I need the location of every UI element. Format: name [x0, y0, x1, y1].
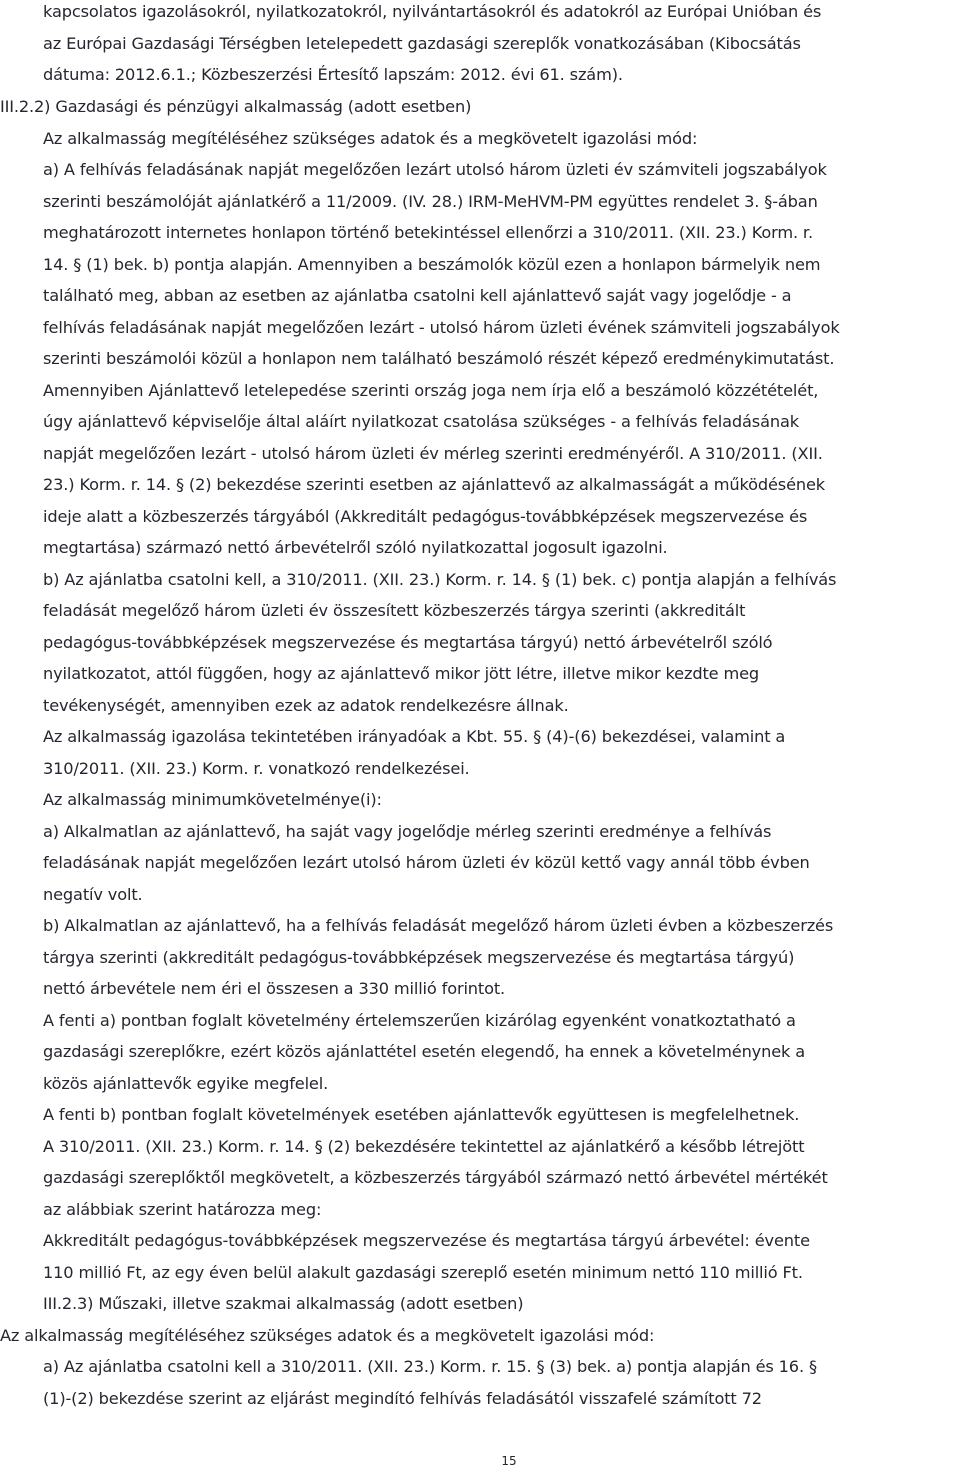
section-heading: III.2.2) Gazdasági és pénzügyi alkalmasság (adott esetben): [0, 97, 472, 116]
text-line: megtartása) származó nettó árbevételről szóló nyilatkozattal jogosult igazolni.: [43, 538, 668, 557]
text-line: meghatározott internetes honlapon történő betekintéssel ellenőrzi a 310/2011. (XII. 23.) Korm. r.: [43, 223, 813, 242]
text-line: szerinti beszámolóját ajánlatkérő a 11/2009. (IV. 28.) IRM-MeHVM-PM együttes rendelet 3. §-ában: [43, 192, 818, 211]
text-line: a) A felhívás feladásának napját megelőzően lezárt utolsó három üzleti év számviteli jogszabályok: [43, 160, 827, 179]
text-line: napját megelőzően lezárt - utolsó három üzleti év mérleg szerinti eredményéről. A 310/2011. (XII.: [43, 444, 823, 463]
text-line: nyilatkozatot, attól függően, hogy az ajánlattevő mikor jött létre, illetve mikor kezdte meg: [43, 664, 760, 683]
text-line: A fenti b) pontban foglalt követelmények esetében ajánlattevők együttesen is megfelelhetnek.: [43, 1105, 800, 1124]
text-line: található meg, abban az esetben az ajánlatba csatolni kell ajánlattevő saját vagy jogelődje - a: [43, 286, 792, 305]
text-line: A fenti a) pontban foglalt követelmény értelemszerűen kizárólag egyenként vonatkoztatható a: [43, 1011, 796, 1030]
text-line: feladását megelőző három üzleti év összesített közbeszerzés tárgya szerinti (akkreditált: [43, 601, 746, 620]
text-line: Az alkalmasság minimumkövetelménye(i):: [43, 790, 382, 809]
text-line: feladásának napját megelőzően lezárt utolsó három üzleti év közül kettő vagy annál több évben: [43, 853, 810, 872]
text-line: gazdasági szereplőkre, ezért közös ajánlattétel esetén elegendő, ha ennek a követelménynek a: [43, 1042, 806, 1061]
text-line: III.2.3) Műszaki, illetve szakmai alkalmasság (adott esetben): [43, 1294, 524, 1313]
text-line: 23.) Korm. r. 14. § (2) bekezdése szerinti esetben az ajánlattevő az alkalmasságát a működésének: [43, 475, 826, 494]
text-line: b) Az ajánlatba csatolni kell, a 310/2011. (XII. 23.) Korm. r. 14. § (1) bek. c) pontja alapján a felhívás: [43, 570, 837, 589]
text-line: 310/2011. (XII. 23.) Korm. r. vonatkozó rendelkezései.: [43, 759, 470, 778]
page-number: 15: [501, 1454, 517, 1468]
text-line: közös ajánlattevők egyike megfelel.: [43, 1074, 329, 1093]
text-line: úgy ajánlattevő képviselője által aláírt nyilatkozat csatolása szükséges - a felhívás feladásának: [43, 412, 799, 431]
text-line: nettó árbevétele nem éri el összesen a 330 millió forintot.: [43, 979, 506, 998]
text-line: ideje alatt a közbeszerzés tárgyából (Akkreditált pedagógus-továbbképzések megszervezése és: [43, 507, 808, 526]
text-line: 110 millió Ft, az egy éven belül alakult gazdasági szereplő esetén minimum nettó 110 millió Ft.: [43, 1263, 803, 1282]
text-line: Az alkalmasság megítéléséhez szükséges adatok és a megkövetelt igazolási mód:: [43, 129, 698, 148]
text-line: negatív volt.: [43, 885, 143, 904]
text-line: tárgya szerinti (akkreditált pedagógus-továbbképzések megszervezése és megtartása tárgyú): [43, 948, 795, 967]
text-line: a) Alkalmatlan az ajánlattevő, ha saját vagy jogelődje mérleg szerinti eredménye a felhívás: [43, 822, 772, 841]
text-line: 14. § (1) bek. b) pontja alapján. Amennyiben a beszámolók közül ezen a honlapon bármelyik nem: [43, 255, 821, 274]
text-line: Akkreditált pedagógus-továbbképzések megszervezése és megtartása tárgyú árbevétel: évente: [43, 1231, 810, 1250]
text-line: Amennyiben Ajánlattevő letelepedése szerinti ország joga nem írja elő a beszámoló közzétételét,: [43, 381, 819, 400]
text-line: pedagógus-továbbképzések megszervezése és megtartása tárgyú) nettó árbevételről szóló: [43, 633, 773, 652]
text-line: szerinti beszámolói közül a honlapon nem található beszámoló részét képező eredménykimutatást.: [43, 349, 835, 368]
text-line: tevékenységét, amennyiben ezek az adatok rendelkezésre állnak.: [43, 696, 569, 715]
text-line: A 310/2011. (XII. 23.) Korm. r. 14. § (2) bekezdésére tekintettel az ajánlatkérő a később létrejött: [43, 1137, 805, 1156]
text-line: Az alkalmasság igazolása tekintetében irányadóak a Kbt. 55. § (4)-(6) bekezdései, valamint a: [43, 727, 786, 746]
text-line: felhívás feladásának napját megelőzően lezárt - utolsó három üzleti évének számviteli jogszabályok: [43, 318, 840, 337]
text-line: az Európai Gazdasági Térségben letelepedett gazdasági szereplők vonatkozásában (Kibocsátás: [43, 34, 801, 53]
text-line: kapcsolatos igazolásokról, nyilatkozatokról, nyilvántartásokról és adatokról az Európai Unióban és: [43, 2, 822, 21]
text-line: b) Alkalmatlan az ajánlattevő, ha a felhívás feladását megelőző három üzleti évben a közbeszerzés: [43, 916, 834, 935]
text-line: dátuma: 2012.6.1.; Közbeszerzési Értesítő lapszám: 2012. évi 61. szám).: [43, 65, 623, 84]
text-line: az alábbiak szerint határozza meg:: [43, 1200, 322, 1219]
text-line: (1)-(2) bekezdése szerint az eljárást megindító felhívás feladásától visszafelé számított 72: [43, 1389, 762, 1408]
section-heading: Az alkalmasság megítéléséhez szükséges adatok és a megkövetelt igazolási mód:: [0, 1326, 655, 1345]
text-line: gazdasági szereplőktől megkövetelt, a közbeszerzés tárgyából származó nettó árbevétel mértékét: [43, 1168, 828, 1187]
text-line: a) Az ajánlatba csatolni kell a 310/2011. (XII. 23.) Korm. r. 15. § (3) bek. a) pontja alapján és 16. §: [43, 1357, 817, 1376]
